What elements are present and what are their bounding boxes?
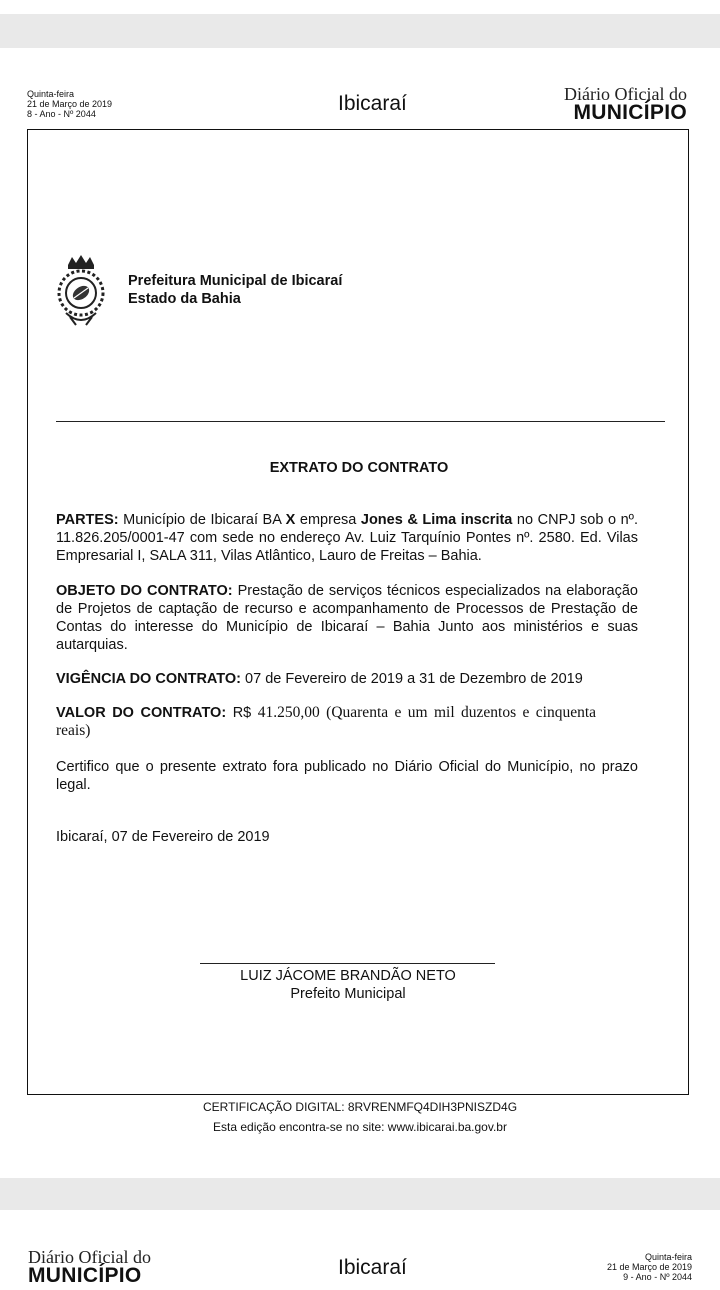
valor-currency: R$ — [226, 705, 258, 721]
header-edition: 8 - Ano - Nº 2044 — [27, 109, 96, 119]
partes-label: PARTES: — [56, 512, 119, 528]
partes-company: Jones & Lima inscrita — [360, 512, 513, 528]
header-city: Ibicaraí — [338, 92, 407, 115]
valor-text: 41.250,00 (Quarenta e um mil duzentos e cinquenta reais) — [56, 704, 597, 739]
header-divider — [56, 421, 665, 422]
next-header-date: 21 de Março de 2019 — [606, 1262, 692, 1272]
diario-oficial-logo — [564, 85, 687, 123]
partes-text-b: empresa — [295, 512, 361, 528]
digital-certification: CERTIFICAÇÃO DIGITAL: 8RVRENMFQ4DIH3PNISZD4G — [202, 1100, 518, 1114]
issuer-name: Prefeitura Municipal de Ibicaraí — [128, 273, 343, 289]
signature-line — [200, 963, 495, 964]
partes-text-c: no CNPJ sob o nº. 11.826.205/0001-47 com sede no endereço Av. Luiz Tarquínio Pontes nº. 2580. Ed. Vilas Empresarial I, SALA 311, Vilas Atlântico, Lauro de Freitas – Bahia. — [56, 512, 639, 564]
next-header-city: Ibicaraí — [338, 1256, 407, 1279]
header-day: Quinta-feira — [27, 89, 75, 99]
vigencia-label: VIGÊNCIA DO CONTRATO: — [56, 671, 242, 687]
issuer-block — [128, 272, 342, 308]
partes-x: X — [285, 512, 296, 528]
site-notice: Esta edição encontra-se no site: www.ibicarai.ba.gov.br — [213, 1120, 507, 1134]
signer-name: LUIZ JÁCOME BRANDÃO NETO — [240, 968, 456, 984]
vigencia-paragraph — [56, 670, 638, 688]
objeto-text: Prestação de serviços técnicos especializados na elaboração de Projetos de captação de recurso e acompanhamento de Processos de Prestação de Contas do interesse do Município de Ibicaraí – Bahia Junto aos ministérios e suas autarquias. — [56, 583, 638, 653]
content-frame — [27, 129, 689, 1095]
next-brand-bottom: MUNICÍPIO — [28, 1264, 142, 1287]
valor-paragraph — [56, 704, 596, 740]
place-date: Ibicaraí, 07 de Fevereiro de 2019 — [56, 829, 270, 845]
next-page-top — [0, 1210, 720, 1290]
previous-page-bottom — [0, 0, 720, 14]
certifico-paragraph: Certifico que o presente extrato fora publicado no Diário Oficial do Município, no prazo legal. — [56, 759, 638, 793]
brand-top: Diário Oficial do — [564, 84, 687, 104]
next-header-issue-info — [607, 1252, 692, 1282]
partes-paragraph — [56, 511, 638, 565]
next-diario-oficial-logo — [28, 1248, 151, 1286]
brand-bottom: MUNICÍPIO — [573, 101, 687, 124]
document-page — [0, 48, 720, 1178]
valor-label: VALOR DO CONTRATO: — [56, 705, 227, 721]
header-date: 21 de Março de 2019 — [27, 99, 113, 109]
issuer-state: Estado da Bahia — [128, 291, 241, 307]
objeto-label: OBJETO DO CONTRATO: — [56, 583, 233, 599]
signer-role: Prefeito Municipal — [290, 986, 406, 1002]
vigencia-text: 07 de Fevereiro de 2019 a 31 de Dezembro de 2019 — [241, 671, 583, 687]
next-brand-top: Diário Oficial do — [28, 1247, 151, 1267]
objeto-paragraph — [56, 582, 638, 654]
coat-of-arms-icon — [50, 255, 112, 327]
next-header-day: Quinta-feira — [644, 1252, 692, 1262]
partes-text-a: Município de Ibicaraí BA — [118, 512, 286, 528]
header-issue-info — [27, 89, 112, 119]
next-header-edition: 9 - Ano - Nº 2044 — [623, 1272, 692, 1282]
document-title: EXTRATO DO CONTRATO — [269, 460, 449, 476]
